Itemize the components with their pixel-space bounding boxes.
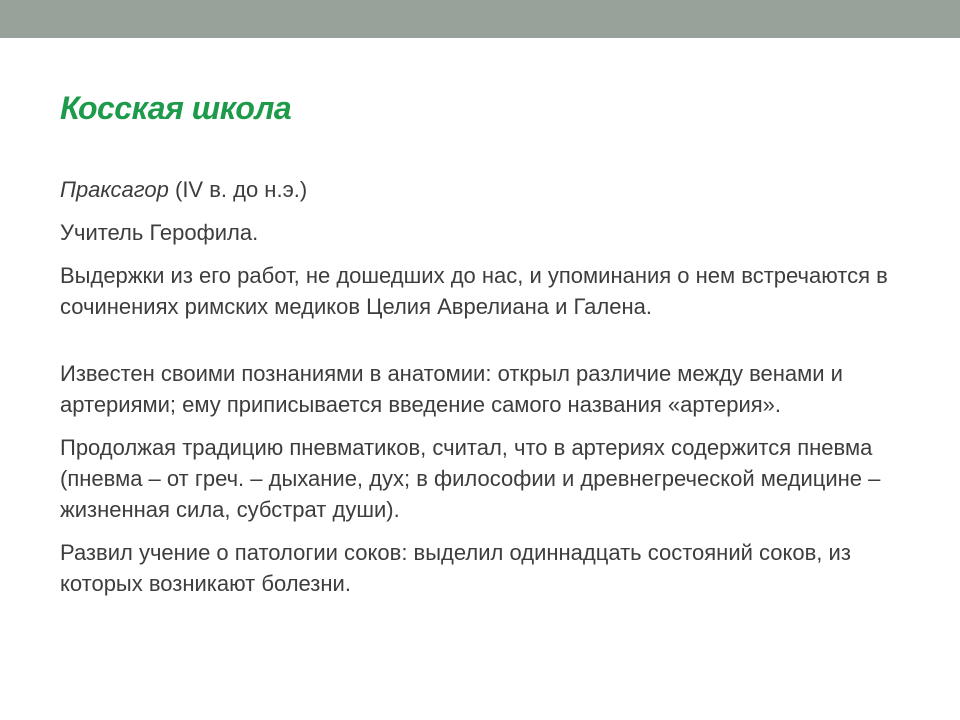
paragraph-pneuma: Продолжая традицию пневматиков, считал, что в артериях содержится пневма (пневма – от греч. – дыхание, дух; в философии и древнегреческой медицине – жизненная сила, субстрат души).: [60, 435, 881, 522]
paragraph-anatomy: Известен своими познаниями в анатомии: открыл различие между венами и артериями; ему приписывается введение самого названия «артерия».: [60, 361, 843, 417]
top-decorative-bar: [0, 0, 960, 38]
paragraph-works: Выдержки из его работ, не дошедших до нас, и упоминания о нем встречаются в сочинениях римских медиков Целия Аврелиана и Галена.: [60, 263, 888, 319]
intro-line: [60, 174, 910, 205]
slide-title: Косская школа: [60, 90, 292, 126]
person-dates: (IV в. до н.э.): [168, 177, 308, 202]
paragraph-humors: Развил учение о патологии соков: выделил одиннадцать состояний соков, из которых возникают болезни.: [60, 540, 851, 596]
person-name: Праксагор: [60, 177, 169, 202]
slide-body: [60, 174, 910, 599]
paragraph-teacher: Учитель Герофила.: [60, 220, 259, 245]
